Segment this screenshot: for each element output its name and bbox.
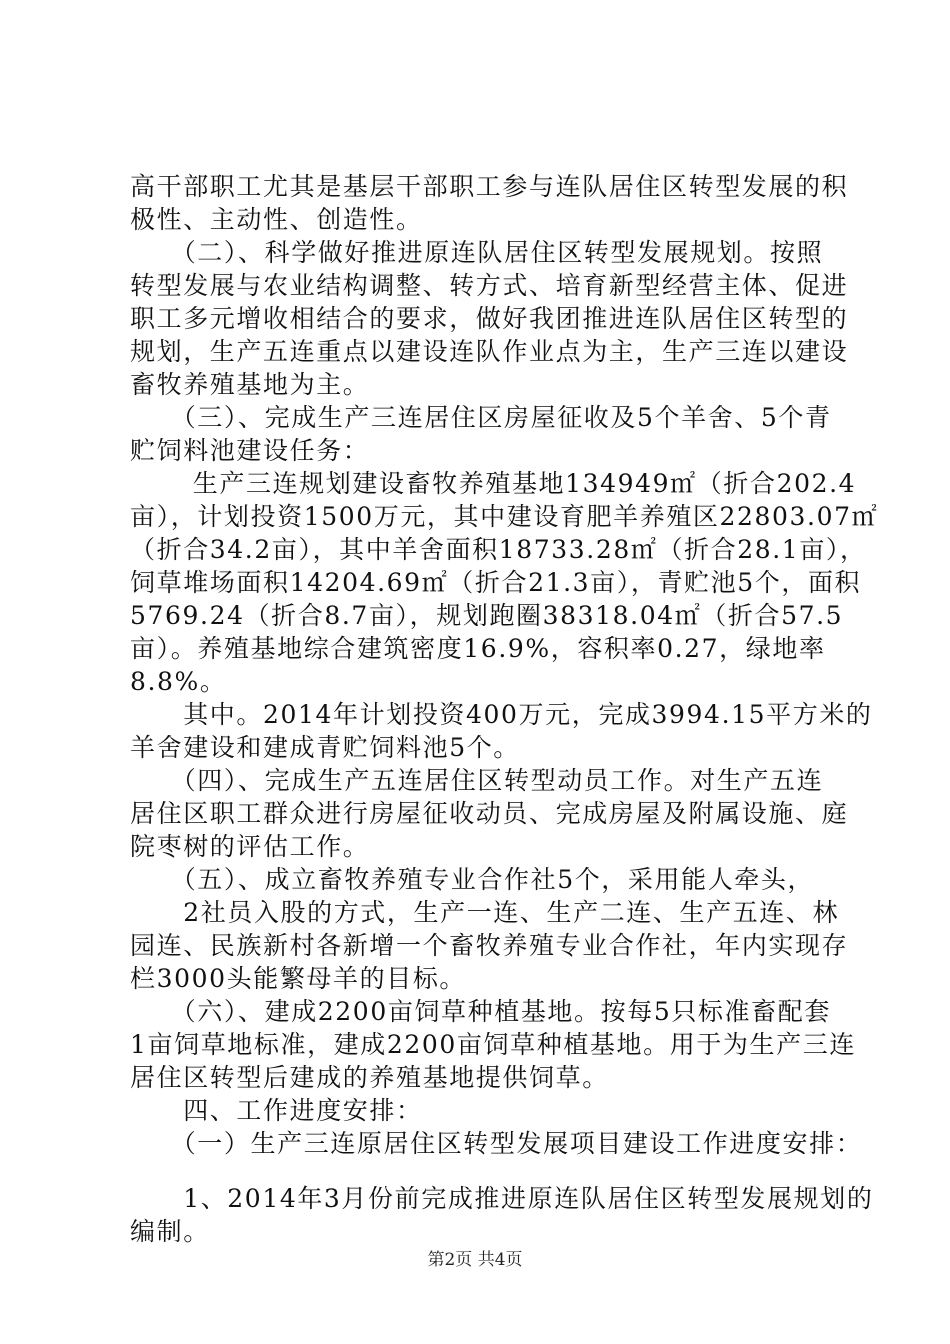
text-line: 极性、主动性、创造性。 — [130, 205, 423, 234]
text-line: 8.8%。 — [130, 667, 227, 696]
text-line: 高干部职工尤其是基层干部职工参与连队居住区转型发展的积 — [130, 172, 849, 201]
text-line: （三）、完成生产三连居住区房屋征收及5个羊舍、5个青 — [130, 403, 832, 432]
text-line: 园连、民族新村各新增一个畜牧养殖专业合作社，年内实现存 — [130, 931, 849, 960]
text-line: （四）、完成生产五连居住区转型动员工作。对生产五连 — [130, 766, 824, 795]
text-line: （五）、成立畜牧养殖专业合作社5个，采用能人牵头， — [130, 865, 815, 894]
text-line: 转型发展与农业结构调整、转方式、培育新型经营主体、促进 — [130, 271, 849, 300]
text-line: 居住区转型后建成的养殖基地提供饲草。 — [130, 1063, 609, 1092]
body-text — [130, 170, 879, 1248]
text-line: 亩）。养殖基地综合建筑密度16.9%，容积率0.27，绿地率 — [130, 634, 826, 663]
text-line: （一）生产三连原居住区转型发展项目建设工作进度安排： — [130, 1129, 863, 1158]
text-line: 规划，生产五连重点以建设连队作业点为主，生产三连以建设 — [130, 337, 849, 366]
text-line: 羊舍建设和建成青贮饲料池5个。 — [130, 733, 520, 762]
text-line: 畜牧养殖基地为主。 — [130, 370, 370, 399]
text-line: 2社员入股的方式，生产一连、生产二连、生产五连、林 — [130, 898, 840, 927]
text-line: 5769.24（折合8.7亩），规划跑圈38318.04㎡（折合57.5 — [130, 601, 844, 630]
text-line: 贮饲料池建设任务： — [130, 436, 370, 465]
text-line: （六）、建成2200亩饲草种植基地。按每5只标准畜配套 — [130, 997, 831, 1026]
text-line: 饲草堆场面积14204.69㎡（折合21.3亩），青贮池5个，面积 — [130, 568, 862, 597]
text-line: 生产三连规划建设畜牧养殖基地134949㎡（折合202.4 — [130, 469, 857, 498]
text-line: （折合34.2亩），其中羊舍面积18733.28㎡（折合28.1亩）， — [130, 535, 867, 564]
text-line: 1亩饲草地标准，建成2200亩饲草种植基地。用于为生产三连 — [130, 1030, 856, 1059]
text-line: 四、工作进度安排： — [130, 1096, 423, 1125]
text-line: 亩），计划投资1500万元，其中建设育肥羊养殖区22803.07㎡ — [130, 502, 879, 531]
text-line: 1、2014年3月份前完成推进原连队居住区转型发展规划的 — [130, 1184, 874, 1213]
text-line: 职工多元增收相结合的要求，做好我团推进连队居住区转型的 — [130, 304, 849, 333]
text-line: 栏3000头能繁母羊的目标。 — [130, 964, 467, 993]
text-line: 院枣树的评估工作。 — [130, 832, 370, 861]
text-line: （二）、科学做好推进原连队居住区转型发展规划。按照 — [130, 238, 824, 267]
page-footer: 第2页 共4页 — [427, 1250, 523, 1270]
paragraph-gap — [130, 1160, 830, 1182]
text-line: 居住区职工群众进行房屋征收动员、完成房屋及附属设施、庭 — [130, 799, 849, 828]
text-line: 其中。2014年计划投资400万元，完成3994.15平方米的 — [130, 700, 873, 729]
text-line: 编制。 — [130, 1217, 210, 1246]
